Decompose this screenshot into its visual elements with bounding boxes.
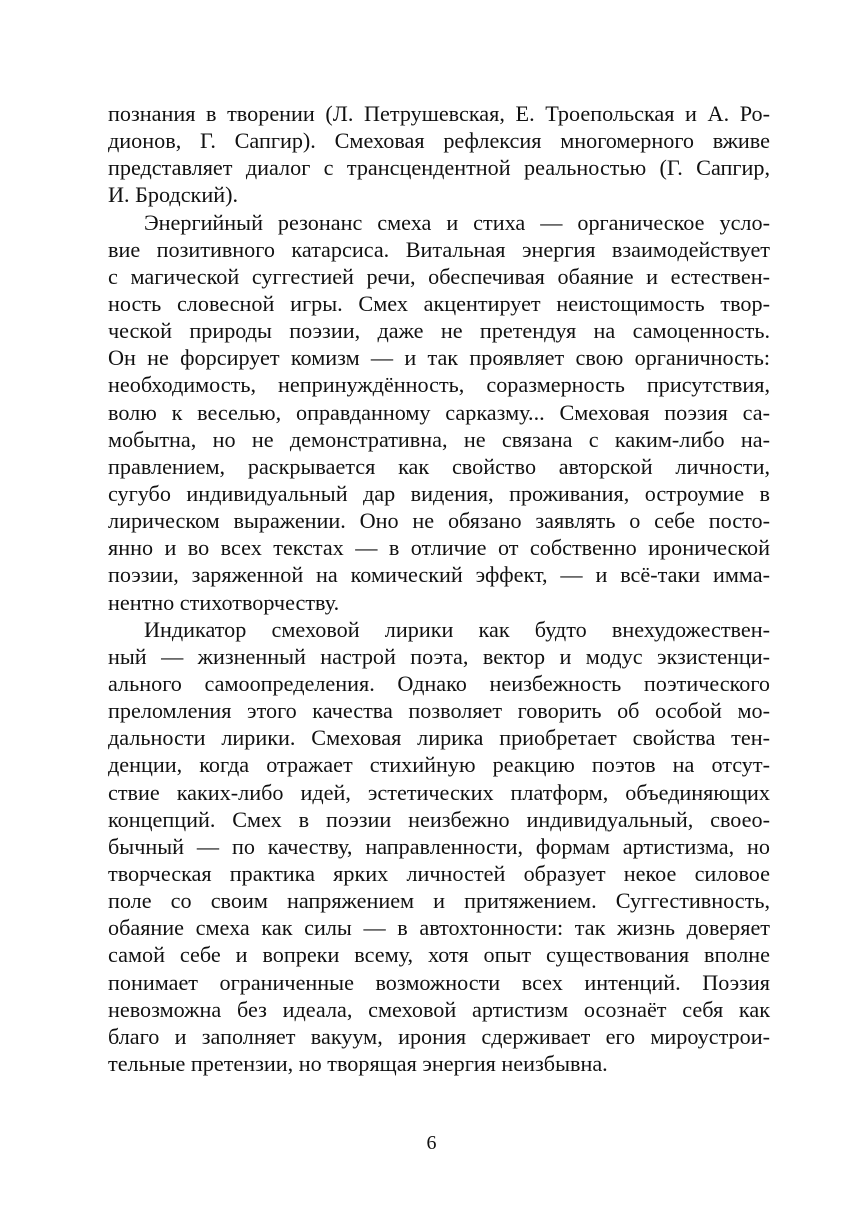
paragraph-3	[108, 616, 770, 1077]
text-line: Энергийный резонанс смеха и стиха — органическое усло-	[144, 209, 770, 235]
text-line: благо и заполняет вакуум, ирония сдерживает его мироустрои-	[108, 1023, 770, 1049]
text-line: дальности лирики. Смеховая лирика приобретает свойства тен-	[108, 725, 770, 751]
text-line: бычный — по качеству, направленности, формам артистизма, но	[108, 833, 770, 859]
text-line: тельные претензии, но творящая энергия неизбывна.	[108, 1050, 608, 1076]
text-line: представляет диалог с трансцендентной реальностью (Г. Сапгир,	[108, 155, 770, 181]
text-line: ный — жизненный настрой поэта, вектор и модус экзистенци-	[108, 643, 770, 669]
text-line: обаяние смеха как силы — в автохтонности: так жизнь доверяет	[108, 915, 770, 941]
text-line: мобытна, но не демонстративна, не связана с каким-либо на-	[108, 426, 770, 452]
text-line: необходимость, непринуждённость, соразмерность присутствия,	[108, 372, 770, 398]
text-line: ствие каких-либо идей, эстетических платформ, объединяющих	[108, 779, 770, 805]
text-line: дионов, Г. Сапгир). Смеховая рефлексия многомерного вживе	[108, 128, 770, 154]
paragraph-2	[108, 209, 770, 616]
text-line: познания в творении (Л. Петрушевская, Е. Троепольская и А. Ро-	[108, 101, 770, 126]
page-number: 6	[426, 1132, 437, 1154]
text-line: творческая практика ярких личностей образует некое силовое	[108, 860, 770, 886]
text-line: поэзии, заряженной на комический эффект, — и всё-таки имма-	[108, 562, 770, 588]
text-line: лирическом выражении. Оно не обязано заявлять о себе посто-	[108, 508, 770, 534]
text-line: И. Бродский).	[108, 182, 239, 208]
text-line: нентно стихотворчеству.	[108, 589, 340, 615]
text-line: волю к веселью, оправданному сарказму... Смеховая поэзия са-	[108, 399, 770, 425]
page-body	[108, 100, 770, 1077]
text-line: сугубо индивидуальный дар видения, проживания, остроумие в	[108, 480, 770, 506]
text-line: правлением, раскрывается как свойство авторской личности,	[108, 453, 770, 479]
paragraph-1	[108, 100, 770, 209]
text-line: преломления этого качества позволяет говорить об особой мо-	[108, 698, 770, 724]
text-line: ального самоопределения. Однако неизбежность поэтического	[108, 670, 770, 696]
text-line: Индикатор смеховой лирики как будто внехудожествен-	[144, 616, 770, 642]
text-line: ческой природы поэзии, даже не претендуя на самоценность.	[108, 318, 770, 344]
text-line: концепций. Смех в поэзии неизбежно индивидуальный, своео-	[108, 806, 770, 832]
text-line: поле со своим напряжением и притяжением. Суггестивность,	[108, 888, 770, 914]
text-line: самой себе и вопреки всему, хотя опыт существования вполне	[108, 942, 770, 968]
text-line: вие позитивного катарсиса. Витальная энергия взаимодействует	[108, 236, 770, 262]
text-line: Он не форсирует комизм — и так проявляет свою органичность:	[108, 345, 770, 371]
text-line: понимает ограниченные возможности всех интенций. Поэзия	[108, 969, 770, 995]
text-line: денции, когда отражает стихийную реакцию поэтов на отсут-	[108, 752, 770, 778]
text-line: с магической суггестией речи, обеспечивая обаяние и естествен-	[108, 263, 770, 289]
text-line: невозможна без идеала, смеховой артистизм осознаёт себя как	[108, 996, 770, 1022]
text-line: ность словесной игры. Смех акцентирует неистощимость твор-	[108, 290, 770, 316]
text-line: янно и во всех текстах — в отличие от собственно иронической	[108, 535, 770, 561]
